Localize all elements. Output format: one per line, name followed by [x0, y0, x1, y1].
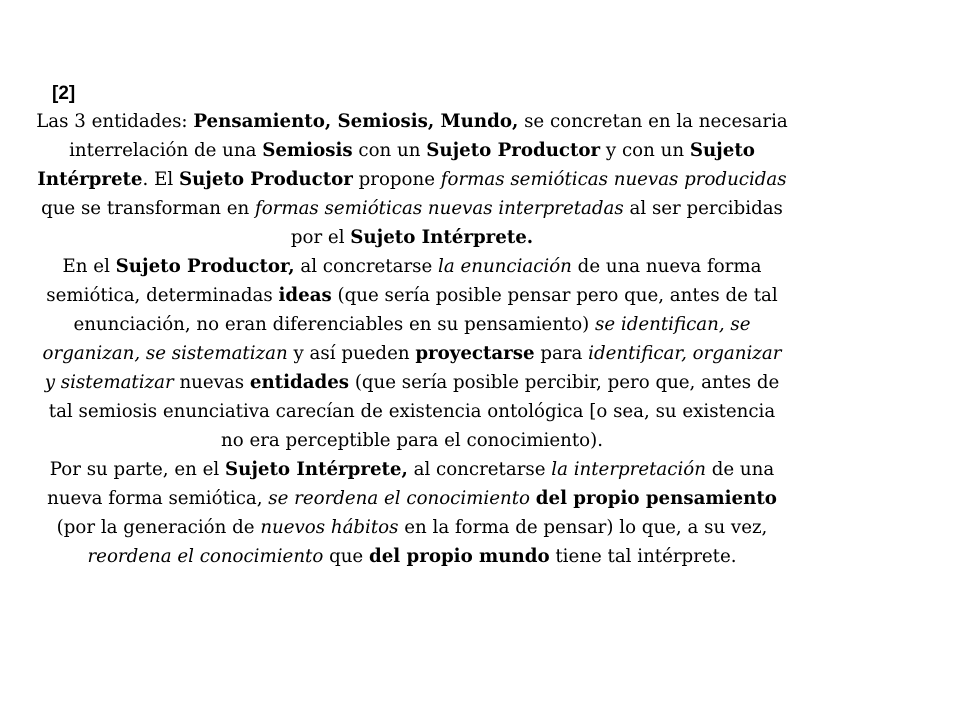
p3-text-5: (por la generación de — [56, 517, 261, 538]
p2-text-5: y así pueden — [287, 343, 416, 364]
p1-text-3: con un — [352, 140, 427, 161]
p3-text-3: de una nueva forma semiótica, — [47, 459, 775, 509]
p2-italic-2: se identifican, se organizan, se sistematizan — [42, 314, 751, 364]
p3-bold-2: del propio pensamiento — [535, 488, 777, 509]
p3-italic-2: se reordena el conocimiento — [268, 488, 530, 509]
p1-text-7: que se transforman en — [41, 198, 255, 219]
p2-text-2: al concretarse — [294, 256, 439, 277]
p2-text-4: (que sería posible pensar pero que, antes de tal enunciación, no eran diferenciables en su pensamiento) — [73, 285, 778, 335]
p3-text-7: que — [323, 546, 369, 567]
p2-bold-1: Sujeto Productor, — [115, 256, 295, 277]
p2-text-6: para — [534, 343, 589, 364]
p2-text-3: de una nueva forma semiótica, determinadas — [46, 256, 762, 306]
p1-text-8: al ser percibidas por el — [290, 198, 783, 248]
p1-bold-1: Pensamiento, Semiosis, Mundo, — [193, 111, 519, 132]
p2-text-7: nuevas — [173, 372, 250, 393]
slide-marker: [2] — [52, 83, 76, 104]
p1-italic-1: formas semióticas nuevas producidas — [440, 169, 787, 190]
paragraph-1 — [36, 107, 788, 252]
p1-bold-6: Sujeto Intérprete. — [350, 227, 534, 248]
p1-bold-3: Sujeto Productor — [426, 140, 601, 161]
p3-italic-4: reordena el conocimiento — [87, 546, 324, 567]
p3-bold-3: del propio mundo — [368, 546, 550, 567]
p3-italic-3: nuevos hábitos — [260, 517, 399, 538]
p3-italic-1: la interpretación — [551, 459, 706, 480]
p3-text-6: en la forma de pensar) lo que, a su vez, — [398, 517, 768, 538]
p2-italic-1: la enunciación — [438, 256, 572, 277]
p3-text-2: al concretarse — [407, 459, 552, 480]
p1-text-4: y con un — [600, 140, 690, 161]
p3-text-1: Por su parte, en el — [49, 459, 225, 480]
p3-text-8: tiene tal intérprete. — [549, 546, 737, 567]
p1-italic-2: formas semióticas nuevas interpretadas — [254, 198, 624, 219]
p2-text-1: En el — [62, 256, 116, 277]
slide-body-text — [36, 107, 788, 571]
p1-text-5: . El — [142, 169, 179, 190]
p1-bold-2: Semiosis — [262, 140, 353, 161]
p1-text-6: propone — [352, 169, 441, 190]
p1-bold-5: Sujeto Productor — [178, 169, 353, 190]
p2-bold-4: entidades — [249, 372, 350, 393]
paragraph-2 — [36, 252, 788, 455]
p1-text-2: se concretan en la necesaria interrelación de una — [69, 111, 788, 161]
p3-bold-1: Sujeto Intérprete, — [224, 459, 408, 480]
p2-bold-3: proyectarse — [415, 343, 535, 364]
paragraph-3 — [36, 455, 788, 571]
p1-text-1: Las 3 entidades: — [36, 111, 194, 132]
p2-italic-3: identificar, organizar y sistematizar — [44, 343, 782, 393]
p1-bold-4: Sujeto Intérprete — [37, 140, 755, 190]
p2-bold-2: ideas — [278, 285, 332, 306]
p2-text-8: (que sería posible percibir, pero que, antes de tal semiosis enunciativa carecían de existencia ontológica [o sea, su existencia no era perceptible para el conocimiento). — [48, 372, 780, 451]
